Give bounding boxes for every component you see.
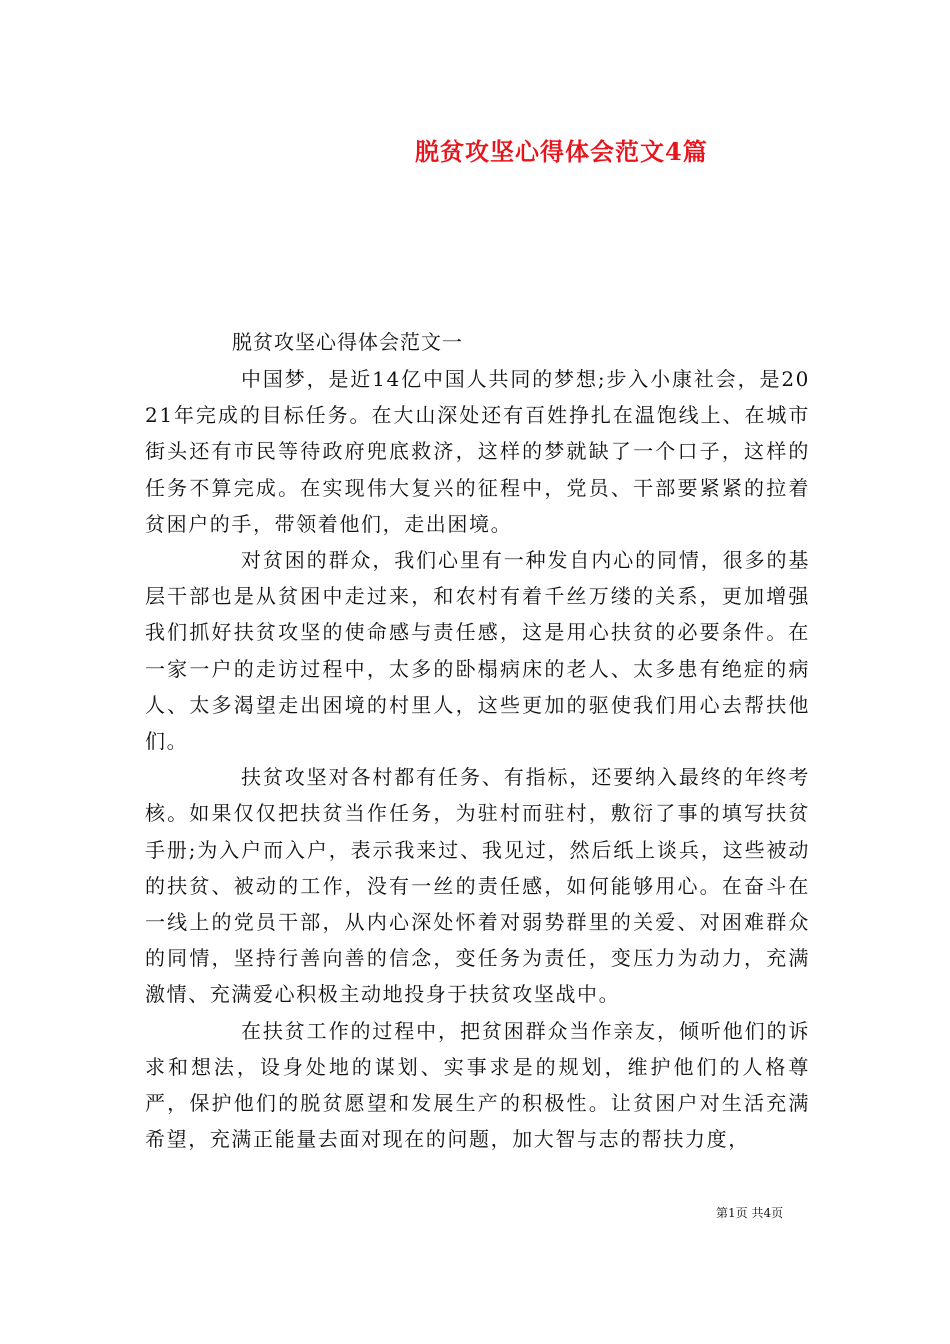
section-title: 脱贫攻坚心得体会范文一: [232, 330, 463, 354]
paragraph-4: 在扶贫工作的过程中，把贫困群众当作亲友，倾听他们的诉求和想法，设身处地的谋划、实事求是的规划，维护他们的人格尊严，保护他们的脱贫愿望和发展生产的积极性。让贫困户对生活充满希望，充满正能量去面对现在的问题，加大智与志的帮扶力度，: [145, 1018, 810, 1152]
page-number-footer: 第1页 共4页: [716, 1206, 784, 1220]
paragraph-1: 中国梦，是近14亿中国人共同的梦想;步入小康社会，是2021年完成的目标任务。在大山深处还有百姓挣扎在温饱线上、在城市街头还有市民等待政府兜底救济，这样的梦就缺了一个口子，这样的任务不算完成。在实现伟大复兴的征程中，党员、干部要紧紧的拉着贫困户的手，带领着他们，走出困境。: [145, 367, 810, 536]
paragraph-3: 扶贫攻坚对各村都有任务、有指标，还要纳入最终的年终考核。如果仅仅把扶贫当作任务，为驻村而驻村，敷衍了事的填写扶贫手册;为入户而入户，表示我来过、我见过，然后纸上谈兵，这些被动的扶贫、被动的工作，没有一丝的责任感，如何能够用心。在奋斗在一线上的党员干部，从内心深处怀着对弱势群里的关爱、对困难群众的同情，坚持行善向善的信念，变任务为责任，变压力为动力，充满激情、充满爱心积极主动地投身于扶贫攻坚战中。: [145, 765, 810, 1007]
document-body: [145, 361, 810, 1157]
paragraph-2: 对贫困的群众，我们心里有一种发自内心的同情，很多的基层干部也是从贫困中走过来，和农村有着千丝万缕的关系，更加增强我们抓好扶贫攻坚的使命感与责任感，这是用心扶贫的必要条件。在一家一户的走访过程中，太多的卧榻病床的老人、太多患有绝症的病人、太多渴望走出困境的村里人，这些更加的驱使我们用心去帮扶他们。: [145, 548, 810, 754]
document-title: 脱贫攻坚心得体会范文4篇: [415, 137, 708, 166]
